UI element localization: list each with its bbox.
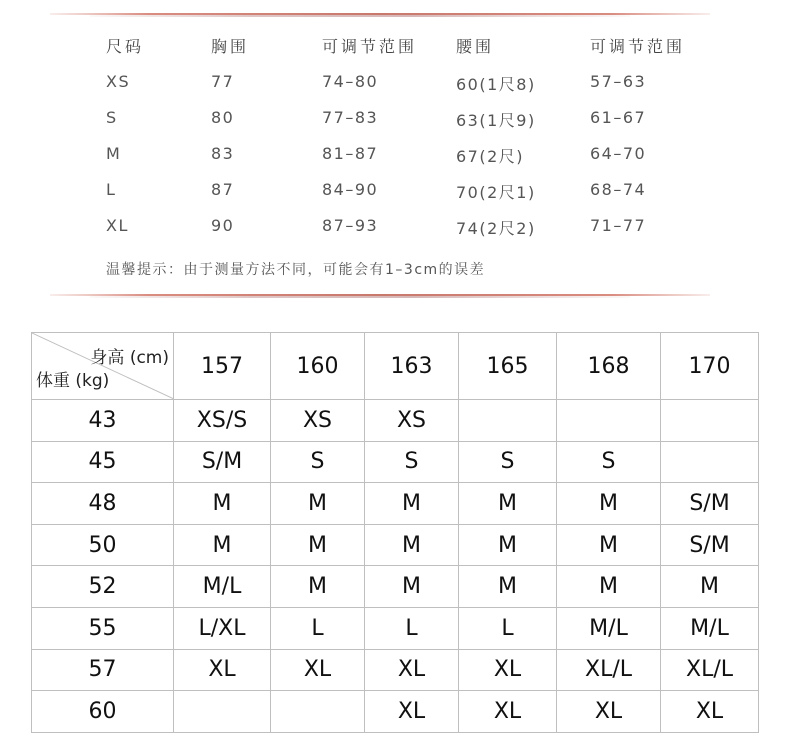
bust-cell: 80: [211, 108, 235, 127]
bust-range-cell: 74–80: [322, 72, 379, 91]
header-bust: 胸围: [211, 37, 250, 56]
height-weight-table: [31, 332, 759, 733]
size-cell: [661, 400, 759, 442]
size-cell: XS: [365, 400, 459, 442]
waist-range-cell: 68–74: [590, 180, 647, 199]
size-cell: XL: [365, 649, 459, 691]
size-cell: [557, 400, 661, 442]
table-row: [32, 566, 759, 608]
size-row-l: [0, 180, 790, 204]
size-cell: XS: [271, 400, 365, 442]
height-160: 160: [271, 333, 365, 400]
size-cell: XL/L: [557, 649, 661, 691]
size-cell: M: [557, 566, 661, 608]
size-cell: L: [459, 607, 557, 649]
corner-cell: [32, 333, 174, 400]
header-size: 尺码: [106, 37, 145, 56]
size-cell: M: [459, 524, 557, 566]
header-bust-range: 可调节范围: [322, 37, 418, 56]
bust-cell: 87: [211, 180, 235, 199]
size-cell: S: [557, 441, 661, 483]
size-chart-header: [0, 34, 790, 58]
weight-cell: 57: [32, 649, 174, 691]
size-cell: S/M: [174, 441, 271, 483]
height-157: 157: [174, 333, 271, 400]
height-163: 163: [365, 333, 459, 400]
height-header-row: [32, 333, 759, 400]
table-row: [32, 441, 759, 483]
size-row-s: [0, 108, 790, 132]
size-cell: L/XL: [174, 607, 271, 649]
size-cell: M/L: [174, 566, 271, 608]
weight-cell: 60: [32, 691, 174, 733]
weight-cell: 55: [32, 607, 174, 649]
header-waist-range: 可调节范围: [590, 37, 686, 56]
waist-range-cell: 57–63: [590, 72, 647, 91]
bust-range-cell: 77–83: [322, 108, 379, 127]
size-cell: XL: [557, 691, 661, 733]
size-cell: L: [106, 180, 117, 199]
size-cell: XL: [106, 216, 129, 235]
size-cell: XL: [271, 649, 365, 691]
size-cell: M/L: [661, 607, 759, 649]
size-cell: XL: [459, 691, 557, 733]
waist-cell: 63(1尺9): [456, 111, 536, 130]
table-row: [32, 691, 759, 733]
size-cell: XS/S: [174, 400, 271, 442]
size-cell: M: [459, 566, 557, 608]
size-cell: M: [365, 483, 459, 525]
weight-cell: 50: [32, 524, 174, 566]
size-cell: M: [106, 144, 122, 163]
size-cell: L: [365, 607, 459, 649]
size-cell: M: [174, 483, 271, 525]
size-cell: XL: [174, 649, 271, 691]
bust-cell: 77: [211, 72, 235, 91]
waist-cell: 67(2尺): [456, 147, 525, 166]
size-cell: [661, 441, 759, 483]
bottom-divider: [50, 293, 710, 299]
size-cell: M: [557, 483, 661, 525]
table-row: [32, 400, 759, 442]
weight-cell: 43: [32, 400, 174, 442]
height-axis-label: 身高 (cm): [90, 348, 169, 368]
size-cell: M: [174, 524, 271, 566]
table-row: [32, 483, 759, 525]
bust-range-cell: 84–90: [322, 180, 379, 199]
size-cell: XL/L: [661, 649, 759, 691]
size-row-xl: [0, 216, 790, 240]
size-cell: S: [365, 441, 459, 483]
size-cell: S/M: [661, 524, 759, 566]
bust-range-cell: 87–93: [322, 216, 379, 235]
waist-cell: 70(2尺1): [456, 183, 536, 202]
size-cell: S: [271, 441, 365, 483]
size-cell: M: [365, 566, 459, 608]
size-cell: L: [271, 607, 365, 649]
size-cell: XL: [365, 691, 459, 733]
table-row: [32, 607, 759, 649]
bust-cell: 83: [211, 144, 235, 163]
weight-cell: 52: [32, 566, 174, 608]
height-165: 165: [459, 333, 557, 400]
size-cell: M/L: [557, 607, 661, 649]
weight-cell: 48: [32, 483, 174, 525]
size-cell: S: [106, 108, 118, 127]
weight-axis-label: 体重 (kg): [36, 371, 110, 391]
table-row: [32, 649, 759, 691]
size-cell: [459, 400, 557, 442]
height-168: 168: [557, 333, 661, 400]
size-cell: S/M: [661, 483, 759, 525]
size-row-m: [0, 144, 790, 168]
size-cell: XS: [106, 72, 131, 91]
size-cell: XL: [661, 691, 759, 733]
size-cell: M: [459, 483, 557, 525]
table-row: [32, 524, 759, 566]
waist-range-cell: 64–70: [590, 144, 647, 163]
waist-cell: 74(2尺2): [456, 219, 536, 238]
height-170: 170: [661, 333, 759, 400]
waist-range-cell: 61–67: [590, 108, 647, 127]
size-cell: M: [271, 566, 365, 608]
bust-range-cell: 81–87: [322, 144, 379, 163]
top-divider: [50, 12, 710, 18]
size-cell: S: [459, 441, 557, 483]
size-cell: XL: [459, 649, 557, 691]
measurement-tip: 温馨提示：由于测量方法不同，可能会有1–3cm的误差: [106, 262, 486, 278]
header-waist: 腰围: [456, 37, 495, 56]
size-cell: [271, 691, 365, 733]
size-row-xs: [0, 72, 790, 96]
weight-cell: 45: [32, 441, 174, 483]
size-cell: M: [661, 566, 759, 608]
waist-cell: 60(1尺8): [456, 75, 536, 94]
size-cell: [174, 691, 271, 733]
size-cell: M: [365, 524, 459, 566]
size-cell: M: [557, 524, 661, 566]
waist-range-cell: 71–77: [590, 216, 647, 235]
size-cell: M: [271, 524, 365, 566]
bust-cell: 90: [211, 216, 235, 235]
size-cell: M: [271, 483, 365, 525]
